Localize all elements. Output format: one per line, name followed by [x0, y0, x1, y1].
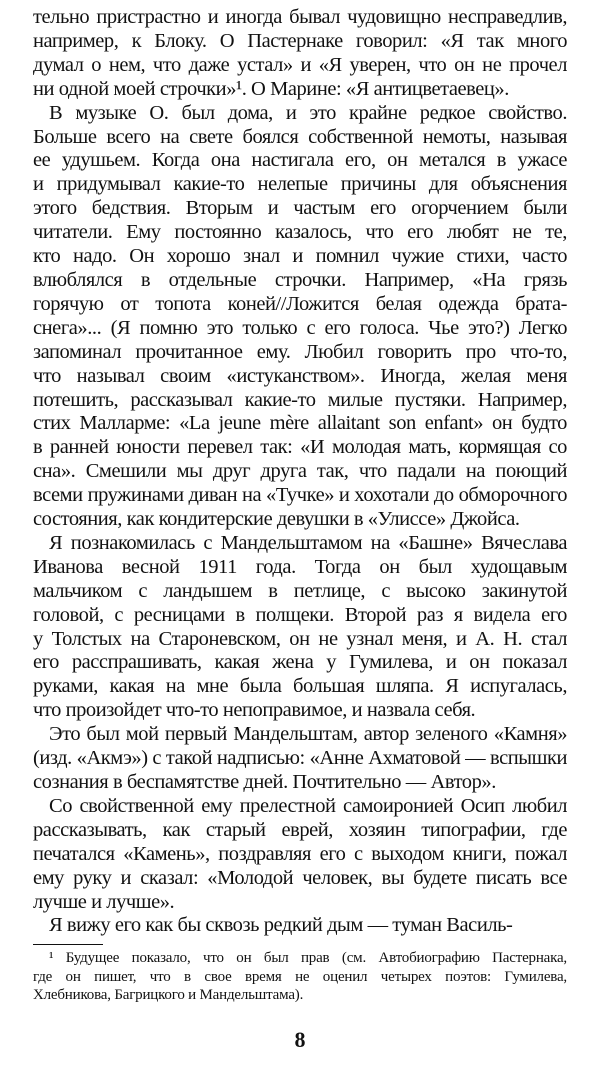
- text-line: головой, с ресницами в полщеки. Второй раз я видела его: [33, 603, 567, 626]
- text-line: этого бедствия. Вторым и частым его огорчением были: [33, 197, 567, 220]
- paragraph: [33, 532, 567, 723]
- text-line: Это был мой первый Мандельштам, автор зеленого «Камня»: [49, 723, 567, 746]
- text-line: его расспрашивать, какая жена у Гумилева, и он показал: [33, 651, 567, 674]
- text-line: всеми пружинами диван на «Тучке» и хохотали до обморочного: [33, 484, 567, 507]
- text-line: влюблялся в отдельные строчки. Например, «На грязь: [33, 268, 567, 291]
- text-line: и придумывал какие-то нелепые причины для объяснения: [33, 173, 567, 196]
- text-line: Со свойственной ему прелестной самоиронией Осип любил: [49, 794, 567, 817]
- text-line: ни одной моей строчки»¹. О Марине: «Я антицветаевец».: [33, 77, 509, 100]
- text-line: читатели. Ему постоянно казалось, что его любят не те,: [33, 221, 567, 244]
- text-line: рассказывать, как старый еврей, хозяин типографии, где: [33, 818, 567, 841]
- text-line: что называл своим «истуканством». Иногда, желая меня: [33, 364, 567, 387]
- text-line: руками, какая на мне была большая шляпа. Я испугалась,: [33, 675, 567, 698]
- text-line: (изд. «Акмэ») с такой надписью: «Анне Ахматовой — вспышки: [33, 747, 567, 770]
- text-line: мальчиком с ландышем в петлице, с высоко закинутой: [33, 579, 567, 602]
- text-line: думал о нем, что даже устал» и «Я уверен, что он не прочел: [33, 53, 567, 76]
- text-line: что произойдет что-то непоправимое, и назвала себя.: [33, 699, 476, 722]
- text-line: тельно пристрастно и иногда бывал чудовищно несправедлив,: [33, 6, 567, 28]
- paragraph: [33, 6, 567, 102]
- text-line: ее удушьем. Когда она настигала его, он метался в ужасе: [33, 149, 567, 172]
- footnote-line: где он пишет, что в свое время не оценил четырех поэтов: Гумилева,: [33, 968, 567, 985]
- text-line: лучше и лучше».: [33, 890, 175, 913]
- text-line: В музыке О. был дома, и это крайне редкое свойство.: [49, 101, 567, 124]
- text-line: Больше всего на свете боялся собственной немоты, называя: [33, 125, 567, 148]
- text-line: Я вижу его как бы сквозь редкий дым — туман Василь-: [49, 914, 513, 937]
- paragraph: [33, 102, 567, 532]
- page-number: 8: [294, 1026, 306, 1052]
- text-line: ему руку и сказал: «Молодой человек, вы будете писать все: [33, 866, 567, 889]
- paragraph: [33, 795, 567, 915]
- text-line: потешить, рассказывал какие-то милые пустяки. Например,: [33, 388, 567, 411]
- text-line: печатался «Камень», поздравляя его с выходом книги, пожал: [33, 842, 567, 865]
- footnote: [33, 949, 567, 1005]
- text-line: запоминал прочитанное ему. Любил говорить про что-то,: [33, 340, 567, 363]
- text-line: Иванова весной 1911 года. Тогда он был худощавым: [33, 555, 567, 578]
- footnote-line: Хлебникова, Багрицкого и Мандельштама).: [33, 987, 304, 1004]
- body-text: [33, 6, 567, 938]
- text-line: в ранней юности перевел так: «И молодая мать, кормящая со: [33, 436, 567, 459]
- text-line: горячую от топота коней//Ложится белая одежда брата-: [33, 292, 567, 315]
- text-line: например, к Блоку. О Пастернаке говорил: «Я так много: [33, 29, 567, 52]
- text-line: состояния, как кондитерские девушки в «Улиссе» Джойса.: [33, 508, 520, 531]
- text-line: кто надо. Он хорошо знал и помнил чужие стихи, часто: [33, 245, 567, 268]
- text-line: у Толстых на Староневском, он не узнал меня, и А. Н. стал: [33, 627, 567, 650]
- text-line: снега»... (Я помню это только с его голоса. Чье это?) Легко: [33, 316, 567, 339]
- text-line: сознания в беспамятстве дней. Почтительно — Автор».: [33, 771, 496, 793]
- text-line: Я познакомилась с Мандельштамом на «Башне» Вячеслава: [49, 531, 567, 554]
- paragraph: [33, 723, 567, 795]
- paragraph: [33, 914, 567, 938]
- footnote-separator: [33, 944, 103, 945]
- text-line: сна». Смешили мы друг друга так, что падали на поющий: [33, 460, 567, 483]
- footnote-line: ¹ Будущее показало, что он был прав (см. Автобиографию Пастернака,: [49, 950, 567, 967]
- text-line: стих Малларме: «La jeune mère allaitant son enfant» он будто: [33, 412, 567, 435]
